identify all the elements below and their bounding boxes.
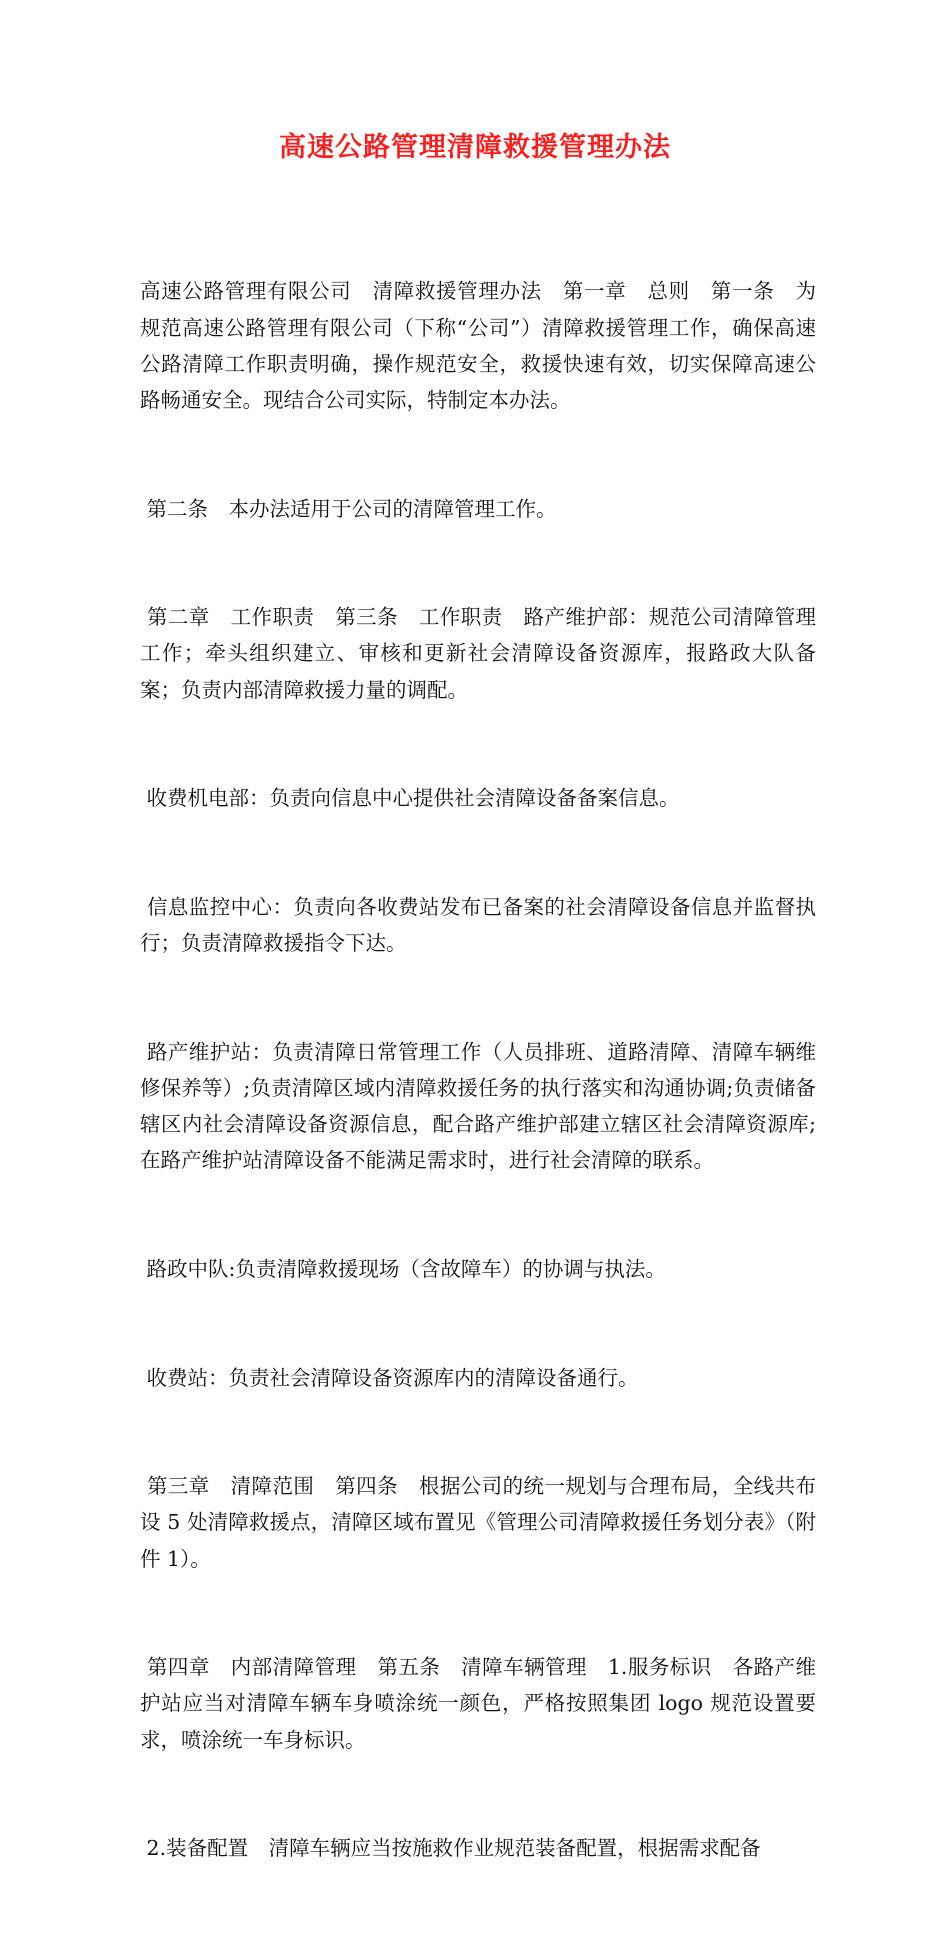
document-title: 高速公路管理清障救援管理办法 — [279, 132, 671, 163]
paragraph-chapter-3: 第三章 清障范围 第四条 根据公司的统一规划与合理布局，全线共布设 5 处清障救援点，清障区域布置见《管理公司清障救援任务划分表》（附件 1）。 — [140, 1474, 816, 1571]
paragraph-chapter-4: 第四章 内部清障管理 第五条 清障车辆管理 1.服务标识 各路产维护站应当对清障车辆车身喷涂统一颜色，严格按照集团 logo 规范设置要求，喷涂统一车身标识。 — [140, 1655, 816, 1752]
paragraph-maintenance-station: 路产维护站：负责清障日常管理工作（人员排班、道路清障、清障车辆维修保养等）;负责清障区域内清障救援任务的执行落实和沟通协调;负责储备辖区内社会清障设备资源信息，配合路产维护部建立辖区社会清障资源库;在路产维护站清障设备不能满足需求时，进行社会清障的联系。 — [140, 1039, 816, 1173]
paragraph-monitoring-center: 信息监控中心：负责向各收费站发布已备案的社会清障设备信息并监督执行；负责清障救援指令下达。 — [140, 894, 816, 956]
paragraph-road-admin: 路政中队:负责清障救援现场（含故障车）的协调与执法。 — [140, 1256, 666, 1281]
paragraph-intro: 高速公路管理有限公司 清障救援管理办法 第一章 总则 第一条 为规范高速公路管理有限公司（下称“公司”）清障救援管理工作，确保高速公路清障工作职责明确，操作规范安全，救援快速有效，切实保障高速公路畅通安全。现结合公司实际，特制定本办法。 — [140, 279, 816, 413]
paragraph-toll-electrical: 收费机电部：负责向信息中心提供社会清障设备备案信息。 — [140, 786, 680, 811]
paragraph-equipment: 2.装备配置 清障车辆应当按施救作业规范装备配置，根据需求配备 — [140, 1836, 761, 1861]
document-body — [140, 201, 816, 1939]
paragraph-article-2: 第二条 本办法适用于公司的清障管理工作。 — [140, 496, 557, 521]
paragraph-chapter-2: 第二章 工作职责 第三条 工作职责 路产维护部：规范公司清障管理工作；牵头组织建立、审核和更新社会清障设备资源库，报路政大队备案；负责内部清障救援力量的调配。 — [140, 605, 816, 702]
paragraph-toll-station: 收费站：负责社会清障设备资源库内的清障设备通行。 — [140, 1365, 639, 1390]
